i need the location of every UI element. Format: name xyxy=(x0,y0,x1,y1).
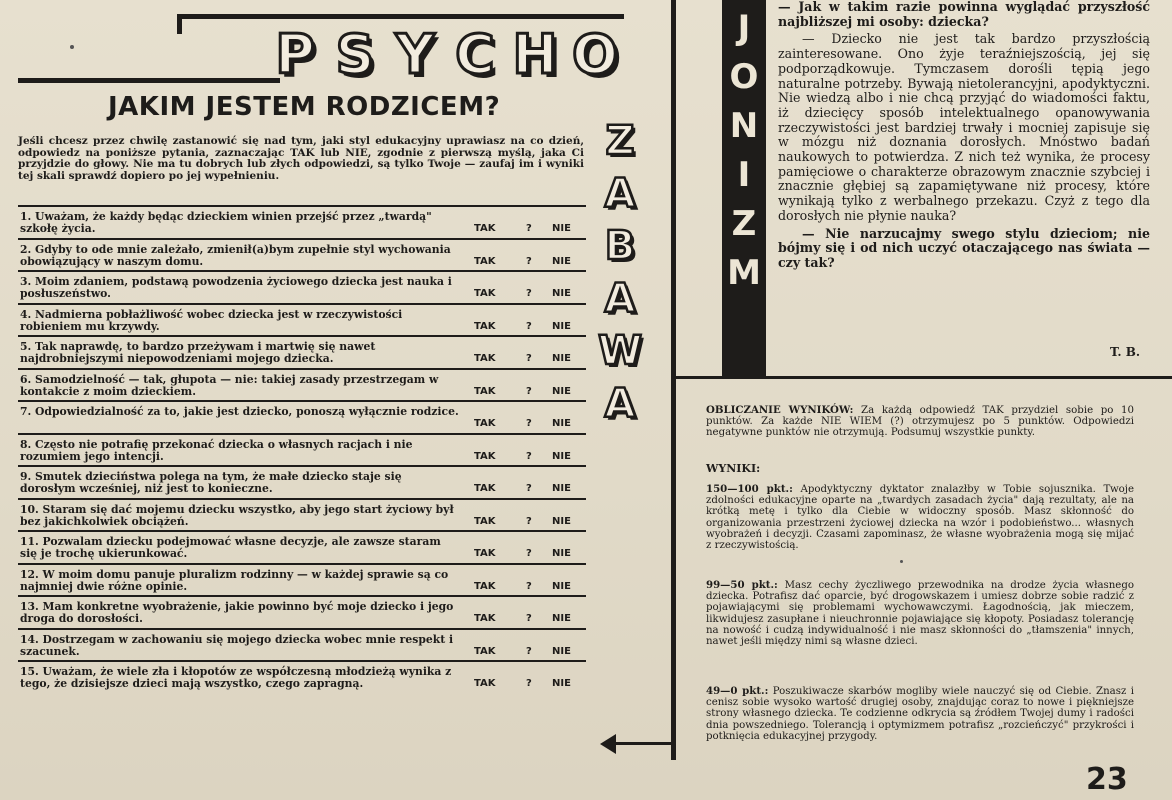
answer-yes-option[interactable]: TAK xyxy=(474,613,496,624)
answer-yes-option[interactable]: TAK xyxy=(474,385,496,397)
quiz-question-row xyxy=(18,238,586,271)
answer-no-option[interactable]: NIE xyxy=(552,483,571,494)
zabawa-letter: Z xyxy=(605,118,635,164)
result-block xyxy=(706,484,1134,551)
quiz-title: JAKIM JESTEM RODZICEM? xyxy=(108,92,501,122)
question-text: 9. Smutek dzieciństwa polega na tym, że małe dziecko staje się dorosłym wcześniej, niż jest to konieczne. xyxy=(20,470,402,495)
quiz-question-row xyxy=(18,530,586,563)
result-block xyxy=(706,686,1134,742)
result-range: 99—50 pkt.: xyxy=(706,579,778,591)
answer-unknown-option[interactable]: ? xyxy=(526,483,532,494)
result-text: Masz cechy życzliwego przewodnika na drodze życia własnego dziecka. Potrafisz dać oparcie, być drogowskazem i umiesz dobrze sobie radzić z pojawiającymi się problemami wychowawczymi. Łagodnością, jak mieczem, likwidujesz zasupłane i nieuchronnie pojawiające się kłopoty. Posiadasz tolerancję na nowość i cudzą indywidualność i nie masz skłonności do „tłamszenia" innych, nawet jeśli między nimi są własne dzieci. xyxy=(706,580,1134,648)
jonizm-letter: Z xyxy=(731,204,757,244)
interview-article xyxy=(778,0,1150,271)
question-text: 12. W moim domu panuje pluralizm rodzinny — w każdej sprawie są co najmniej dwie różne opinie. xyxy=(20,567,449,593)
question-text: 5. Tak naprawdę, to bardzo przeżywam i martwię się nawet najdrobniejszymi niepowodzeniami mojego dziecka. xyxy=(20,340,376,365)
result-range: 49—0 pkt.: xyxy=(706,685,769,697)
page-number: 23 xyxy=(1086,762,1128,797)
article-signature: T. B. xyxy=(1110,345,1141,359)
answer-unknown-option[interactable]: ? xyxy=(526,613,532,624)
zabawa-letter: A xyxy=(604,380,636,427)
article-answer: — Dziecko nie jest tak bardzo przyszłością zainteresowane. Ono żyje teraźniejszością, jej się podporządkowuje. Tymczasem dorośli tępią jego naturalne potrzeby. Bywają nietolerancyjni, apodyktyczni. Nie wiedzą albo i nie chcą przyjąć do wiadomości faktu, iż dziecięcy sposób intelektualnego opanowywania rzeczywistości jest bardziej trwały i mocniej zapisuje się w mózgu niż doznania dorosłych. Mnóstwo badań naukowych to potwierdza. Z nich też wynika, że procesy pamięciowe o charakterze obrazowym znacznie szybciej i znacznie głębiej są zapamiętywane niż procesy, które wynikają tylko z werbalnego przekazu. Czyż z tego dla dorosłych nie płynie nauka? xyxy=(778,31,1150,223)
answer-no-option[interactable]: NIE xyxy=(552,223,571,234)
question-text: 4. Nadmierna pobłażliwość wobec dziecka jest w rzeczywistości robieniem mu krzywdy. xyxy=(20,307,403,333)
answer-unknown-option[interactable]: ? xyxy=(526,353,532,364)
answer-unknown-option[interactable]: ? xyxy=(526,255,532,267)
quiz-question-row xyxy=(18,563,586,596)
jonizm-letter: I xyxy=(737,155,751,195)
print-speck xyxy=(70,45,74,49)
quiz-question-row xyxy=(18,400,586,433)
quiz-question-row xyxy=(18,465,586,498)
answer-yes-option[interactable]: TAK xyxy=(474,255,496,267)
frame-corner-rule xyxy=(177,14,182,34)
answer-unknown-option[interactable]: ? xyxy=(526,320,532,332)
article-question: — Jak w takim razie powinna wyglądać przyszłość najbliższej mi osoby: dziecka? xyxy=(778,0,1150,29)
answer-no-option[interactable]: NIE xyxy=(552,645,571,657)
jonizm-letter: N xyxy=(729,106,759,146)
answer-unknown-option[interactable]: ? xyxy=(526,450,532,462)
quiz-question-row xyxy=(18,205,586,238)
answer-no-option[interactable]: NIE xyxy=(552,450,571,462)
question-text: 11. Pozwalam dziecku podejmować własne decyzje, ale zawsze staram się je trochę ukierunkować. xyxy=(20,535,441,560)
title-underline-rule xyxy=(18,78,280,83)
answer-yes-option[interactable]: TAK xyxy=(474,645,496,657)
answer-unknown-option[interactable]: ? xyxy=(526,385,532,397)
answer-no-option[interactable]: NIE xyxy=(552,678,571,689)
section-divider-rule xyxy=(676,376,1172,379)
answer-no-option[interactable]: NIE xyxy=(552,580,571,592)
answer-no-option[interactable]: NIE xyxy=(552,288,571,299)
article-closing: — Nie narzucajmy swego stylu dzieciom; nie bójmy się i od nich uczyć otaczającego nas świata — czy tak? xyxy=(778,225,1150,270)
answer-yes-option[interactable]: TAK xyxy=(474,515,496,527)
psycho-letter: O xyxy=(572,23,618,86)
result-range: 150—100 pkt.: xyxy=(706,483,793,495)
answer-yes-option[interactable]: TAK xyxy=(474,580,496,592)
answer-yes-option[interactable]: TAK xyxy=(474,450,496,462)
arrow-line xyxy=(612,742,672,745)
quiz-question-row xyxy=(18,303,586,336)
psycho-letter: Y xyxy=(395,23,435,86)
psycho-letter: S xyxy=(335,23,375,86)
jonizm-letter: O xyxy=(729,57,759,97)
answer-no-option[interactable]: NIE xyxy=(552,548,571,559)
question-text: 10. Staram się dać mojemu dziecku wszystko, aby jego start życiowy był bez jakichkolwiek obciążeń. xyxy=(20,502,454,528)
answer-no-option[interactable]: NIE xyxy=(552,255,571,267)
quiz-question-row xyxy=(18,433,586,466)
zabawa-letter: A xyxy=(604,275,636,322)
answer-no-option[interactable]: NIE xyxy=(552,613,571,624)
answer-unknown-option[interactable]: ? xyxy=(526,678,532,689)
column-divider-rule xyxy=(671,0,676,760)
answer-unknown-option[interactable]: ? xyxy=(526,418,532,429)
question-text: 8. Często nie potrafię przekonać dziecka o własnych racjach i nie rozumiem jego intencji. xyxy=(20,437,413,463)
jonizm-vertical-heading xyxy=(722,0,766,378)
question-text: 3. Moim zdaniem, podstawą powodzenia życiowego dziecka jest nauka i posłuszeństwo. xyxy=(20,275,452,300)
print-speck xyxy=(900,560,903,563)
answer-yes-option[interactable]: TAK xyxy=(474,418,496,429)
answer-unknown-option[interactable]: ? xyxy=(526,223,532,234)
question-text: 15. Uważam, że wiele zła i kłopotów ze współczesną młodzieżą wynika z tego, że dzisiejsze dzieci mają wszystko, czego zapragną. xyxy=(20,665,452,690)
scoring-heading: OBLICZANIE WYNIKÓW: xyxy=(706,404,854,416)
question-text: 7. Odpowiedzialność za to, jakie jest dziecko, ponoszą wyłącznie rodzice. xyxy=(20,405,459,418)
jonizm-letter: J xyxy=(737,8,751,48)
answer-unknown-option[interactable]: ? xyxy=(526,515,532,527)
answer-unknown-option[interactable]: ? xyxy=(526,580,532,592)
question-text: 1. Uważam, że każdy będąc dzieckiem winien przejść przez „twardą" szkołę życia. xyxy=(20,210,432,235)
question-text: 14. Dostrzegam w zachowaniu się mojego dziecka wobec mnie respekt i szacunek. xyxy=(20,632,454,658)
quiz-question-row xyxy=(18,595,586,628)
answer-yes-option[interactable]: TAK xyxy=(474,548,496,559)
quiz-intro: Jeśli chcesz przez chwilę zastanowić się nad tym, jaki styl edukacyjny uprawiasz na co dzień, odpowiedz na poniższe pytania, zaznaczając TAK lub NIE, zgodnie z pierwszą myślą, jaka Ci przyjdzie do głowy. Nie ma tu dobrych lub złych odpowiedzi, są tylko Twoje — zaufaj im i wyniki tej skali sprawdź dopiero po jej wypełnieniu. xyxy=(18,135,584,182)
results-heading: WYNIKI: xyxy=(706,462,761,475)
zabawa-letter: A xyxy=(604,170,636,217)
psycho-heading xyxy=(268,22,628,94)
question-text: 6. Samodzielność — tak, głupota — nie: takiej zasady przestrzegam w kontakcie z moim dzieckiem. xyxy=(20,372,439,398)
quiz-question-row xyxy=(18,335,586,368)
quiz-question-row xyxy=(18,628,586,661)
question-text: 13. Mam konkretne wyobrażenie, jakie powinno być moje dziecko i jego droga do dorosłości. xyxy=(20,600,454,625)
answer-yes-option[interactable]: TAK xyxy=(474,483,496,494)
scoring-instructions xyxy=(706,405,1134,439)
answer-unknown-option[interactable]: ? xyxy=(526,645,532,657)
answer-no-option[interactable]: NIE xyxy=(552,353,571,364)
zabawa-vertical-heading xyxy=(597,115,643,430)
answer-yes-option[interactable]: TAK xyxy=(474,353,496,364)
jonizm-letter: M xyxy=(727,253,761,293)
quiz-question-row xyxy=(18,270,586,303)
result-block xyxy=(706,580,1134,647)
answer-no-option[interactable]: NIE xyxy=(552,418,571,429)
question-text: 2. Gdyby to ode mnie zależało, zmienił(a)bym zupełnie styl wychowania obowiązujący w naszym domu. xyxy=(20,242,451,268)
answer-yes-option[interactable]: TAK xyxy=(474,678,496,689)
answer-yes-option[interactable]: TAK xyxy=(474,223,496,234)
quiz-question-table xyxy=(18,205,586,693)
answer-no-option[interactable]: NIE xyxy=(552,320,571,332)
answer-yes-option[interactable]: TAK xyxy=(474,320,496,332)
zabawa-letter: W xyxy=(597,328,643,374)
answer-no-option[interactable]: NIE xyxy=(552,515,571,527)
psycho-letter: P xyxy=(275,23,315,86)
result-text: Poszukiwacze skarbów mogliby wiele nauczyć się od Ciebie. Znasz i cenisz sobie wysoko wartość drugiej osoby, znajdując coraz to nowe i piękniejsze strony własnego dziecka. Te codzienne odkrycia są źródłem Twojej dumy i radości dnia powszedniego. Tolerancją i optymizmem potrafisz „rozcieńczyć" przykrości i potknięcia edukacyjnej przygody. xyxy=(706,686,1134,742)
quiz-question-row xyxy=(18,368,586,401)
zabawa-letter: B xyxy=(604,223,636,269)
answer-unknown-option[interactable]: ? xyxy=(526,288,532,299)
result-text: Apodyktyczny dyktator znalazłby w Tobie sojusznika. Twoje zdolności edukacyjne oparte na „twardych zasadach życia" dają rezultaty, ale na krótką metę i tylko dla Ciebie w widoczny sposób. Masz skłonność do organizowania przestrzeni życiowej dziecka na wzór i podobieństwo... własnych wyobrażeń i decyzji. Czasami zapominasz, że własne wyobrażenia mogą się mijać z rzeczywistością. xyxy=(706,484,1134,552)
answer-yes-option[interactable]: TAK xyxy=(474,288,496,299)
answer-unknown-option[interactable]: ? xyxy=(526,548,532,559)
answer-no-option[interactable]: NIE xyxy=(552,385,571,397)
frame-top-rule xyxy=(177,14,624,19)
scoring-text: Za każdą odpowiedź TAK przydziel sobie po 10 punktów. Za każde NIE WIEM (?) otrzymujesz po 5 punktów. Odpowiedzi negatywne punktów nie otrzymują. Podsumuj wszystkie punkty. xyxy=(706,405,1134,439)
psycho-letter: C xyxy=(455,23,495,86)
quiz-question-row xyxy=(18,498,586,531)
quiz-question-row xyxy=(18,660,586,693)
psycho-letter: H xyxy=(512,23,558,86)
